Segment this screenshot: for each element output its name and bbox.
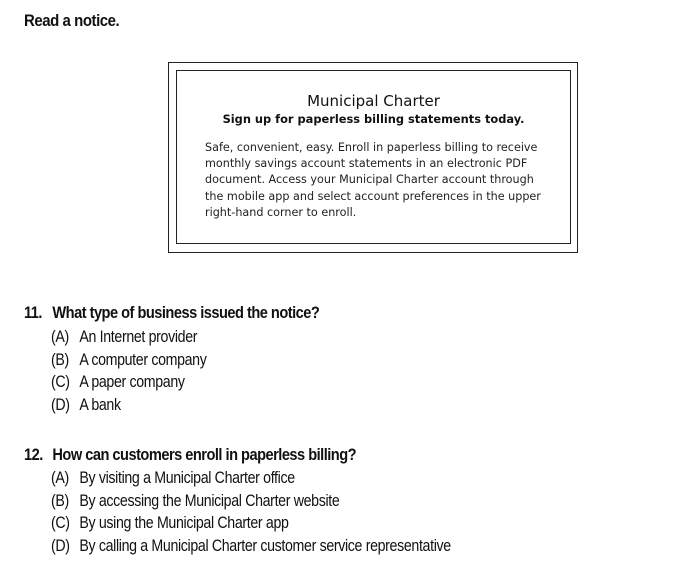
option-12-d[interactable] [51, 537, 451, 556]
option-letter: (A) [51, 328, 69, 346]
option-text: A computer company [79, 351, 207, 369]
question-text: What type of business issued the notice? [52, 303, 320, 322]
notice-body-line: the mobile app and select account preferences in the upper [205, 189, 541, 203]
option-11-b[interactable] [51, 351, 206, 370]
option-text: A paper company [79, 373, 185, 391]
notice-subtitle: Sign up for paperless billing statements today. [222, 112, 525, 126]
option-letter: (B) [51, 492, 69, 510]
option-12-c[interactable] [51, 514, 289, 533]
option-text: By accessing the Municipal Charter website [79, 492, 340, 510]
question-number: 11. [24, 303, 42, 322]
question-11 [24, 303, 319, 323]
option-12-b[interactable] [51, 492, 339, 511]
notice-body [205, 140, 555, 221]
notice-body-line: Safe, convenient, easy. Enroll in paperless billing to receive [205, 141, 538, 154]
notice-body-line: right-hand corner to enroll. [205, 205, 357, 219]
notice-body-line: document. Access your Municipal Charter account through [205, 173, 534, 187]
option-text: A bank [79, 396, 121, 414]
option-text: By visiting a Municipal Charter office [79, 469, 295, 487]
notice-title: Municipal Charter [307, 92, 440, 110]
notice-body-line: monthly savings account statements in an electronic PDF [205, 157, 528, 171]
option-letter: (C) [51, 514, 70, 532]
option-text: By calling a Municipal Charter customer service representative [79, 537, 451, 555]
option-letter: (C) [51, 373, 70, 391]
instruction-heading: Read a notice. [24, 11, 120, 30]
question-12 [24, 445, 356, 465]
question-number: 12. [24, 445, 43, 464]
option-letter: (D) [51, 396, 70, 414]
option-11-a[interactable] [51, 328, 197, 347]
option-letter: (D) [51, 537, 70, 555]
option-letter: (B) [51, 351, 69, 369]
option-letter: (A) [51, 469, 69, 487]
option-11-c[interactable] [51, 373, 185, 392]
option-text: By using the Municipal Charter app [79, 514, 289, 532]
option-12-a[interactable] [51, 469, 295, 488]
option-text: An Internet provider [79, 328, 198, 346]
option-11-d[interactable] [51, 396, 121, 415]
question-text: How can customers enroll in paperless billing? [52, 445, 357, 464]
